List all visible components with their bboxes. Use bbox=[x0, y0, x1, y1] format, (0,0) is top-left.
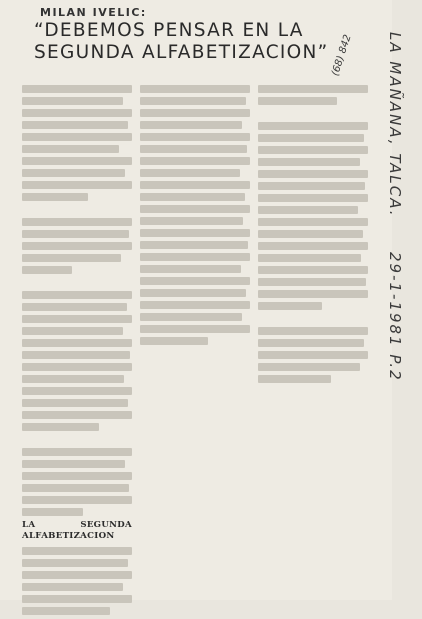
headline-line-2: SEGUNDA ALFABETIZACION” bbox=[34, 42, 329, 63]
handwritten-date: 29-1-1981 P.2 bbox=[386, 252, 404, 382]
handwritten-stamp-number: (68) 842 bbox=[330, 33, 354, 78]
column-2 bbox=[140, 82, 250, 349]
column-1 bbox=[22, 82, 132, 619]
handwritten-newspaper-name: LA MAÑANA, TALCA. bbox=[386, 32, 404, 218]
article-subhead: LA SEGUNDA ALFABETIZACION bbox=[22, 520, 132, 541]
article-headline bbox=[34, 20, 364, 64]
column-3 bbox=[258, 82, 368, 387]
headline-line-1: “DEBEMOS PENSAR EN LA bbox=[34, 20, 304, 41]
article-byline: MILAN IVELIC: bbox=[40, 6, 147, 19]
